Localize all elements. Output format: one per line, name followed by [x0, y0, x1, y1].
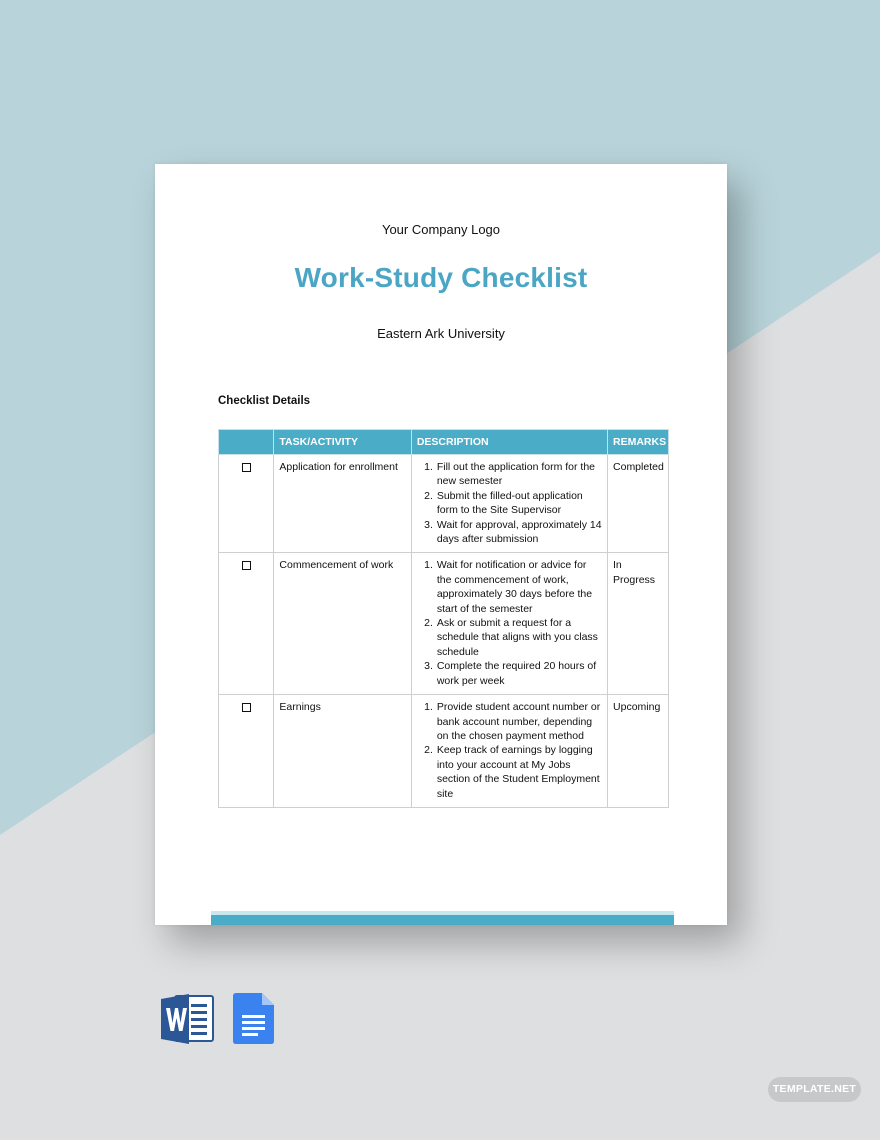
description-cell	[411, 695, 607, 808]
description-cell	[411, 553, 607, 695]
step-item: 3. Wait for approval, approximately 14 days after submission	[436, 518, 602, 547]
steps-list	[417, 700, 602, 801]
checkbox[interactable]	[242, 561, 251, 570]
step-item: 3. Complete the required 20 hours of work per week	[436, 659, 602, 688]
footer-bar	[211, 911, 674, 925]
description-cell	[411, 455, 607, 553]
header-description: DESCRIPTION	[411, 430, 607, 455]
checkbox-cell	[219, 455, 274, 553]
step-item: 2. Submit the filled-out application form to the Site Supervisor	[436, 489, 602, 518]
table-header-row	[219, 430, 669, 455]
step-item: 1. Wait for notification or advice for the commencement of work, approximately 30 days before the start of the semester	[436, 558, 602, 616]
word-icon[interactable]	[161, 993, 217, 1045]
remarks-cell: Completed	[608, 455, 669, 553]
checkbox-cell	[219, 553, 274, 695]
step-item: 1. Fill out the application form for the new semester	[436, 460, 602, 489]
steps-list	[417, 460, 602, 546]
checkbox[interactable]	[242, 463, 251, 472]
template-net-badge[interactable]: TEMPLATE.NET	[768, 1077, 861, 1102]
checkbox-cell	[219, 695, 274, 808]
table-row	[219, 553, 669, 695]
header-checkbox	[219, 430, 274, 455]
header-task: TASK/ACTIVITY	[274, 430, 411, 455]
table-row	[219, 455, 669, 553]
document-title: Work-Study Checklist	[294, 262, 588, 293]
company-logo-placeholder: Your Company Logo	[381, 222, 501, 237]
remarks-cell: Upcoming	[608, 695, 669, 808]
task-cell: Commencement of work	[274, 553, 411, 695]
header-remarks: REMARKS	[608, 430, 669, 455]
table-row	[219, 695, 669, 808]
remarks-cell: In Progress	[608, 553, 669, 695]
task-cell: Earnings	[274, 695, 411, 808]
checklist-table	[218, 429, 669, 808]
task-cell: Application for enrollment	[274, 455, 411, 553]
steps-list	[417, 558, 602, 688]
checkbox[interactable]	[242, 703, 251, 712]
document-page	[155, 164, 727, 925]
university-name: Eastern Ark University	[377, 326, 505, 341]
section-label: Checklist Details	[218, 395, 311, 407]
step-item: 2. Ask or submit a request for a schedule that aligns with you class schedule	[436, 616, 602, 659]
step-item: 2. Keep track of earnings by logging into your account at My Jobs section of the Student Employment site	[436, 743, 602, 801]
step-item: 1. Provide student account number or bank account number, depending on the chosen payment method	[436, 700, 602, 743]
google-docs-icon[interactable]	[233, 993, 275, 1045]
